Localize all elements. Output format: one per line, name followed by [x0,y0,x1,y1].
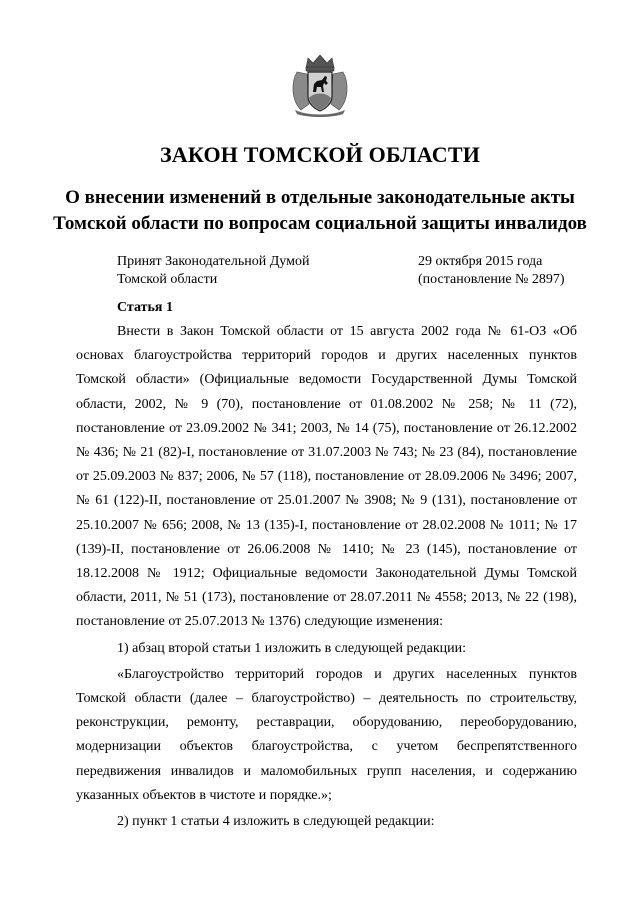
amendment-quote-1: «Благоустройство территорий городов и других населенных пунктов Томской области (далее – благоустройство) – деятельность по строительству, реконструкции, ремонту, реставрации, оборудованию, переоборудованию, модернизации объектов благоустройства, с учетом беспрепятственного передвижения инвалидов и маломобильных групп населения, и содержанию указанных объектов в чистоте и порядке.»; [76,666,577,803]
amendment-item-1: 1) абзац второй статьи 1 изложить в следующей редакции: [117,640,467,656]
adoption-details [418,253,565,289]
adoption-resolution: (постановление № 2897) [418,272,565,287]
tomsk-coat-of-arms-icon [287,52,353,118]
law-title: ЗАКОН ТОМСКОЙ ОБЛАСТИ [159,142,481,167]
adoption-date: 29 октября 2015 года [418,254,543,269]
adoption-authority [117,253,309,289]
adoption-authority-line1: Принят Законодательной Думой [117,254,310,269]
article-intro-paragraph: Внести в Закон Томской области от 15 августа 2002 года № 61-ОЗ «Об основах благоустройства территорий городов и других населенных пунктов Томской области» (Официальные ведомости Государственной Думы Томской области, 2002, № 9 (70), постановление от 01.08.2002 № 258; № 11 (72), постановление от 23.09.2002 № 341; 2003, № 14 (75), постановление от 26.12.2002 № 436; № 21 (82)-I, постановление от 31.07.2003 № 743; № 23 (84), постановление от 25.09.2003 № 837; 2006, № 57 (118), постановление от 28.09.2006 № 3496; 2007, № 61 (122)-II, постановление от 25.01.2007 № 3908; № 9 (131), постановление от 25.10.2007 № 656; 2008, № 13 (135)-I, постановление от 28.02.2008 № 1011; № 17 (139)-II, постановление от 26.06.2008 № 1410; № 23 (145), постановление от 18.12.2008 № 1912; Официальные ведомости Законодательной Думы Томской области, 2011, № 51 (173), постановление от 28.07.2011 № 4558; 2013, № 22 (198), постановление от 25.07.2013 № 1376) следующие изменения: [76,324,577,630]
amendment-item-2: 2) пункт 1 статьи 4 изложить в следующей редакции: [117,814,435,830]
adoption-authority-line2: Томской области [117,272,218,287]
law-subject: О внесении изменений в отдельные законодательные акты Томской области по вопросам социальной защиты инвалидов [53,187,587,234]
article-heading: Статья 1 [117,300,173,315]
article-body [76,320,577,834]
